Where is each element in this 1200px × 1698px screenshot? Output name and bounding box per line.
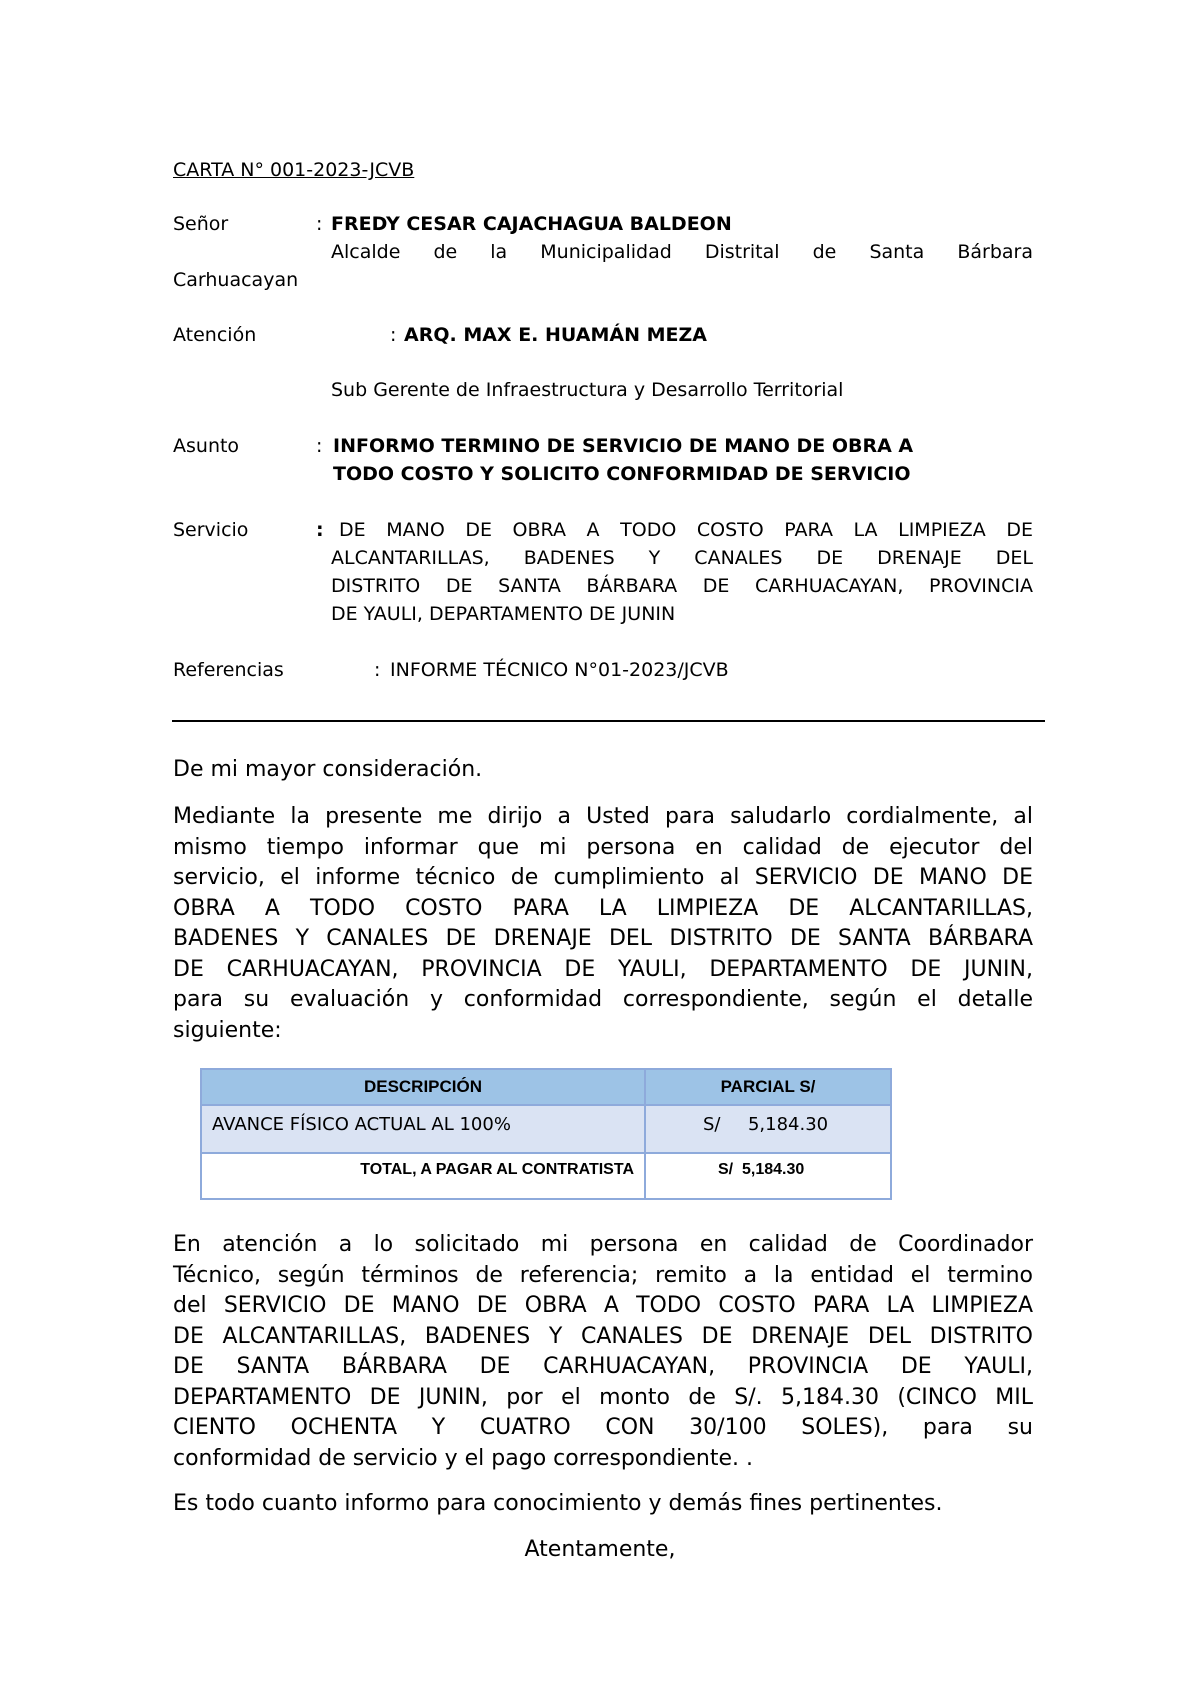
paragraph-line: Técnico, según términos de referencia; remito a la entidad el termino (173, 1262, 1033, 1288)
servicio-line: ALCANTARILLAS, BADENES Y CANALES DE DRENAJE DEL (331, 547, 1033, 569)
paragraph-line: En atención a lo solicitado mi persona en calidad de Coordinador (173, 1232, 1033, 1257)
atencion-position: Sub Gerente de Infraestructura y Desarrollo Territorial (331, 379, 844, 401)
paragraph-line: DE ALCANTARILLAS, BADENES Y CANALES DE DRENAJE DEL DISTRITO (173, 1323, 1033, 1349)
paragraph-line: del SERVICIO DE MANO DE OBRA A TODO COSTO PARA LA LIMPIEZA (173, 1293, 1033, 1318)
servicio-colon: : (316, 519, 324, 541)
table-cell-description (201, 1105, 645, 1153)
servicio-line: DE MANO DE OBRA A TODO COSTO PARA LA LIMPIEZA DE (339, 519, 1033, 541)
row-currency: S/ (703, 1114, 721, 1135)
senor-position-line2: Carhuacayan (173, 269, 299, 291)
atencion-label: Atención (173, 324, 257, 346)
paragraph-line: OBRA A TODO COSTO PARA LA LIMPIEZA DE ALCANTARILLAS, (173, 895, 1033, 921)
asunto-colon: : (316, 435, 323, 457)
closing-line: Es todo cuanto informo para conocimiento y demás fines pertinentes. (173, 1491, 943, 1516)
total-value: S/ 5,184.30 (718, 1161, 805, 1178)
asunto-label: Asunto (173, 435, 240, 457)
paragraph-line: DE CARHUACAYAN, PROVINCIA DE YAULI, DEPARTAMENTO DE JUNIN, (173, 956, 1033, 982)
referencias-colon: : (374, 659, 381, 681)
paragraph-line: CIENTO OCHENTA Y CUATRO CON 30/100 SOLES), para su (173, 1415, 1033, 1440)
table-row (201, 1105, 891, 1153)
paragraph-1 (173, 802, 1033, 1046)
paragraph-line: servicio, el informe técnico de cumplimiento al SERVICIO DE MANO DE (173, 865, 1033, 890)
greeting: De mi mayor consideración. (173, 757, 483, 782)
atencion-colon: : (390, 324, 397, 346)
paragraph-line: siguiente: (173, 1017, 282, 1043)
referencias-value: INFORME TÉCNICO N°01-2023/JCVB (390, 659, 729, 681)
paragraph-line: Mediante la presente me dirijo a Usted para saludarlo cordialmente, al (173, 804, 1033, 829)
table-header-description: DESCRIPCIÓN (201, 1069, 645, 1105)
detail-table (200, 1068, 892, 1200)
header-divider (172, 720, 1045, 722)
table-header-row (201, 1069, 891, 1105)
row-amount: 5,184.30 (747, 1114, 829, 1135)
paragraph-line: BADENES Y CANALES DE DRENAJE DEL DISTRITO DE SANTA BÁRBARA (173, 926, 1033, 951)
total-label: TOTAL, A PAGAR AL CONTRATISTA (360, 1161, 634, 1178)
signoff: Atentamente, (524, 1537, 676, 1562)
senor-position-line1: Alcalde de la Municipalidad Distrital de Santa Bárbara (331, 241, 1033, 263)
paragraph-line: para su evaluación y conformidad correspondiente, según el detalle (173, 987, 1033, 1012)
table-total-row (201, 1153, 891, 1199)
paragraph-line: DEPARTAMENTO DE JUNIN, por el monto de S/. 5,184.30 (CINCO MIL (173, 1384, 1033, 1410)
atencion-name: ARQ. MAX E. HUAMÁN MEZA (404, 324, 707, 346)
referencias-label: Referencias (173, 659, 284, 681)
senor-name: FREDY CESAR CAJACHAGUA BALDEON (331, 213, 732, 235)
paragraph-line: DE SANTA BÁRBARA DE CARHUACAYAN, PROVINCIA DE YAULI, (173, 1354, 1033, 1379)
servicio-line: DE YAULI, DEPARTAMENTO DE JUNIN (331, 603, 676, 625)
servicio-line: DISTRITO DE SANTA BÁRBARA DE CARHUACAYAN, PROVINCIA (331, 575, 1033, 597)
paragraph-line: mismo tiempo informar que mi persona en calidad de ejecutor del (173, 834, 1033, 860)
asunto-line: INFORMO TERMINO DE SERVICIO DE MANO DE OBRA A (333, 435, 914, 457)
table-cell-total-label (201, 1153, 645, 1199)
paragraph-line: conformidad de servicio y el pago correspondiente. . (173, 1445, 753, 1471)
paragraph-2 (173, 1230, 1033, 1474)
table-header-parcial: PARCIAL S/ (645, 1069, 891, 1105)
row-description: AVANCE FÍSICO ACTUAL AL 100% (212, 1114, 511, 1135)
table-cell-total-value (645, 1153, 891, 1199)
senor-colon: : (316, 213, 323, 235)
servicio-label: Servicio (173, 519, 249, 541)
letter-title: CARTA N° 001-2023-JCVB (173, 159, 415, 181)
asunto-line: TODO COSTO Y SOLICITO CONFORMIDAD DE SERVICIO (333, 463, 911, 485)
table-cell-amount (645, 1105, 891, 1153)
senor-label: Señor (173, 213, 229, 235)
